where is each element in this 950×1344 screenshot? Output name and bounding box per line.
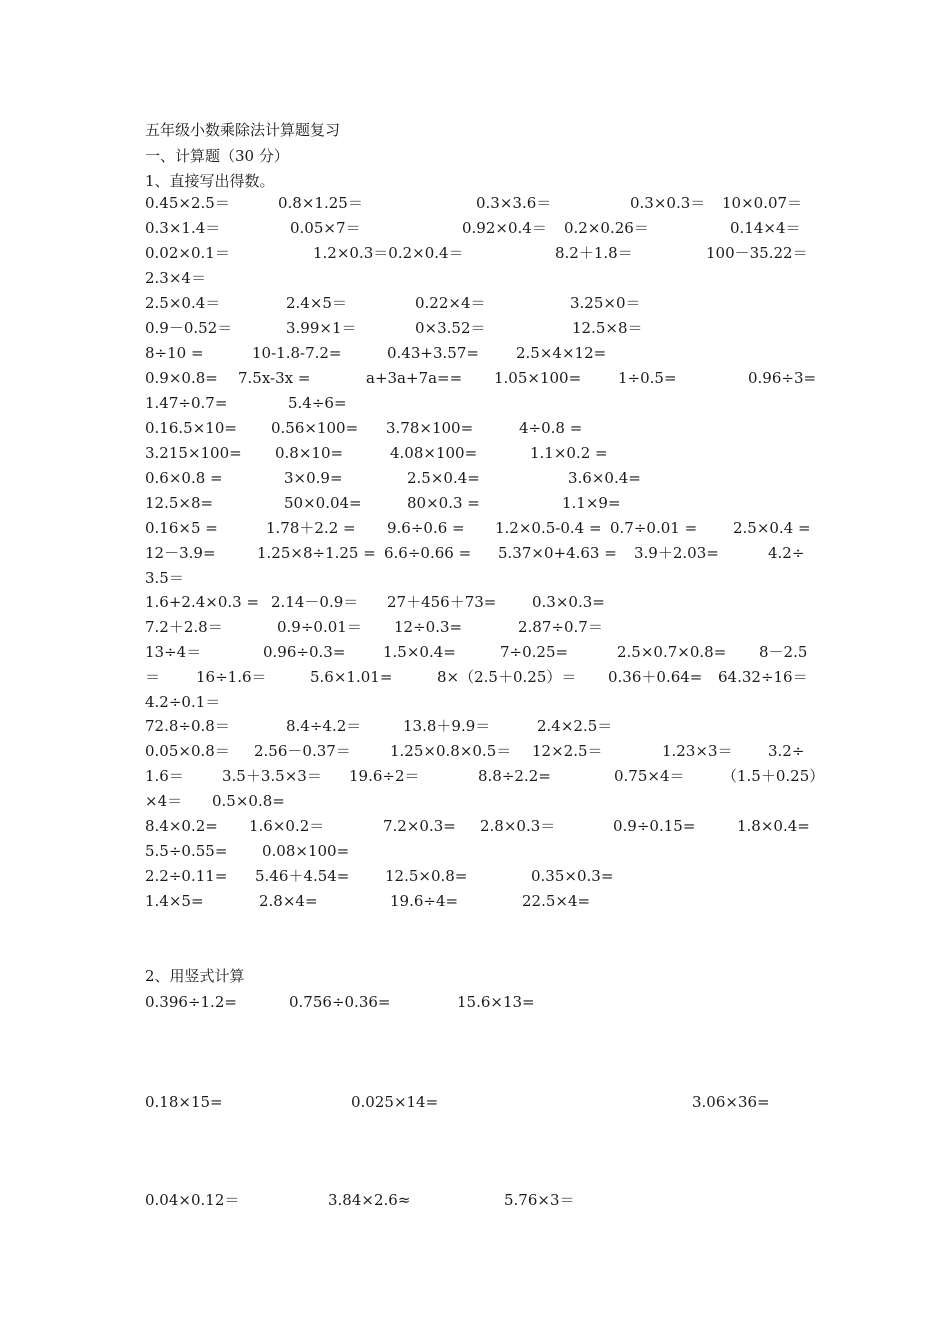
mental-calc-problem: 2.4×2.5＝	[537, 717, 613, 735]
mental-calc-problem: 10×0.07＝	[722, 194, 803, 212]
mental-calc-problem: 13.8＋9.9＝	[403, 717, 491, 735]
mental-calc-problem: 0.9×0.8=	[145, 369, 218, 387]
mental-calc-row	[0, 814, 950, 838]
mental-calc-row	[0, 416, 950, 440]
mental-calc-row	[0, 366, 950, 390]
mental-calc-problem: 0.35×0.3=	[531, 867, 614, 885]
mental-calc-problem: 4.08×100=	[390, 444, 478, 462]
mental-calc-problem: 1.25×0.8×0.5＝	[390, 742, 512, 760]
mental-calc-problem: 7÷0.25=	[500, 643, 569, 661]
mental-calc-problem: 3.5＋3.5×3＝	[222, 767, 322, 785]
mental-calc-problem: 0.08×100=	[262, 842, 350, 860]
mental-calc-problem: 0.45×2.5＝	[145, 194, 230, 212]
mental-calc-problem: 10-1.8-7.2=	[252, 344, 342, 362]
mental-calc-row	[0, 864, 950, 888]
mental-calc-row	[0, 590, 950, 614]
mental-calc-row	[0, 839, 950, 863]
mental-calc-row	[0, 714, 950, 738]
mental-calc-problem: 0.02×0.1＝	[145, 244, 230, 262]
mental-calc-problem: 1.1×0.2 =	[530, 444, 608, 462]
mental-calc-problem: 5.6×1.01=	[310, 668, 393, 686]
mental-calc-row	[0, 341, 950, 365]
mental-calc-row	[0, 316, 950, 340]
mental-calc-problem: 6.6÷0.66 =	[384, 544, 472, 562]
mental-calc-problem: 0.16×5 =	[145, 519, 218, 537]
mental-calc-problem: 16÷1.6＝	[196, 668, 267, 686]
mental-calc-row	[0, 541, 950, 565]
mental-calc-problem: 0.3×0.3＝	[630, 194, 706, 212]
mental-calc-problem: 1.05×100=	[494, 369, 582, 387]
mental-calc-row	[0, 665, 950, 689]
mental-calc-problem: 8÷10 =	[145, 344, 204, 362]
vertical-calc-problem: 0.396÷1.2=	[145, 993, 237, 1011]
mental-calc-problem: 0.05×0.8＝	[145, 742, 230, 760]
mental-calc-problem: 0.2×0.26＝	[564, 219, 649, 237]
mental-calc-problem: 3.6×0.4=	[568, 469, 641, 487]
mental-calc-problem: 0.8×1.25＝	[278, 194, 363, 212]
mental-calc-row	[0, 789, 950, 813]
mental-calc-problem: 3.25×0＝	[570, 294, 641, 312]
mental-calc-problem: 0.16.5×10=	[145, 419, 237, 437]
mental-calc-row	[0, 191, 950, 215]
mental-calc-problem: 0.7÷0.01 =	[610, 519, 698, 537]
mental-calc-problem: 4÷0.8 =	[519, 419, 583, 437]
mental-calc-problem: 2.8×0.3＝	[480, 817, 556, 835]
mental-calc-problem: 0.75×4＝	[614, 767, 685, 785]
mental-calc-problem: 0.9－0.52＝	[145, 319, 233, 337]
mental-calc-problem: 1.25×8÷1.25 =	[257, 544, 376, 562]
mental-calc-problem: 0.8×10=	[275, 444, 344, 462]
vertical-calc-row	[0, 1188, 950, 1212]
mental-calc-problem: 100－35.22＝	[706, 244, 808, 262]
mental-calc-problem: 2.5×0.4=	[407, 469, 480, 487]
mental-calc-problem: 0.56×100=	[271, 419, 359, 437]
mental-calc-problem: 1.8×0.4=	[737, 817, 810, 835]
mental-calc-problem: 13÷4＝	[145, 643, 202, 661]
mental-calc-problem: 2.14－0.9＝	[271, 593, 359, 611]
mental-calc-problem: 1.5×0.4=	[383, 643, 456, 661]
mental-calc-row	[0, 640, 950, 664]
mental-calc-problem: 12÷0.3=	[394, 618, 463, 636]
mental-calc-problem: 5.5÷0.55=	[145, 842, 228, 860]
mental-calc-problem: 5.46＋4.54=	[255, 867, 350, 885]
mental-calc-row	[0, 889, 950, 913]
mental-calc-problem: 80×0.3 =	[407, 494, 480, 512]
mental-calc-problem: ＝	[145, 668, 161, 686]
mental-calc-problem: 1.6+2.4×0.3 =	[145, 593, 260, 611]
mental-calc-problem: 4.2÷	[768, 544, 805, 562]
mental-calc-problem: 8.4÷4.2＝	[286, 717, 362, 735]
mental-calc-problem: 5.4÷6=	[288, 394, 347, 412]
vertical-calc-problem: 0.04×0.12＝	[145, 1191, 240, 1209]
mental-calc-problem: （1.5＋0.25）	[722, 767, 825, 785]
mental-calc-problem: 0.3×3.6＝	[476, 194, 552, 212]
mental-calc-problem: 3×0.9=	[284, 469, 343, 487]
mental-calc-row	[0, 391, 950, 415]
mental-calc-problem: 1÷0.5=	[618, 369, 677, 387]
mental-calc-row	[0, 241, 950, 265]
mental-calc-problem: 7.2＋2.8＝	[145, 618, 223, 636]
mental-calc-problem: 0.96÷0.3=	[263, 643, 346, 661]
worksheet-title: 五年级小数乘除法计算题复习	[145, 121, 341, 139]
mental-calc-problem: 3.2÷	[768, 742, 805, 760]
vertical-calc-problem: 5.76×3＝	[504, 1191, 575, 1209]
mental-calc-problem: 0.9÷0.01＝	[277, 618, 362, 636]
mental-calc-row	[0, 690, 950, 714]
mental-calc-problem: 8－2.5	[759, 643, 808, 661]
mental-calc-problem: 0.43+3.57=	[387, 344, 479, 362]
mental-calc-problem: 2.3×4＝	[145, 269, 206, 287]
mental-calc-problem: 1.6＝	[145, 767, 184, 785]
mental-calc-problem: 12.5×8=	[145, 494, 214, 512]
mental-calc-row	[0, 266, 950, 290]
mental-calc-problem: 1.23×3＝	[662, 742, 733, 760]
mental-calc-problem: 72.8÷0.8＝	[145, 717, 230, 735]
mental-calc-row	[0, 216, 950, 240]
mental-calc-row	[0, 764, 950, 788]
mental-calc-row	[0, 291, 950, 315]
mental-calc-problem: 2.56－0.37＝	[254, 742, 351, 760]
mental-calc-problem: 0.6×0.8 =	[145, 469, 223, 487]
mental-calc-problem: 3.99×1＝	[286, 319, 357, 337]
mental-calc-problem: 1.47÷0.7=	[145, 394, 228, 412]
mental-calc-problem: 3.5＝	[145, 569, 184, 587]
mental-calc-row	[0, 566, 950, 590]
mental-calc-problem: 0.96÷3=	[748, 369, 817, 387]
mental-calc-row	[0, 441, 950, 465]
mental-calc-problem: 8.2＋1.8＝	[555, 244, 633, 262]
mental-calc-problem: 5.37×0+4.63 =	[498, 544, 617, 562]
mental-calc-problem: 8.8÷2.2=	[478, 767, 551, 785]
mental-calc-problem: 12.5×0.8=	[385, 867, 468, 885]
mental-calc-problem: 0.5×0.8=	[212, 792, 285, 810]
mental-calc-problem: 0.9÷0.15=	[613, 817, 696, 835]
mental-calc-problem: 3.78×100=	[386, 419, 474, 437]
vertical-calc-problem: 3.84×2.6≈	[328, 1191, 411, 1209]
mental-calc-problem: 12×2.5＝	[532, 742, 603, 760]
mental-calc-problem: 1.6×0.2＝	[249, 817, 325, 835]
mental-calc-problem: 8×（2.5＋0.25）＝	[437, 668, 577, 686]
mental-calc-row	[0, 615, 950, 639]
mental-calc-problem: 0.3×0.3=	[532, 593, 605, 611]
mental-calc-problem: 2.8×4=	[259, 892, 318, 910]
mental-calc-problem: 8.4×0.2=	[145, 817, 218, 835]
mental-calc-row	[0, 516, 950, 540]
mental-calc-row	[0, 739, 950, 763]
mental-calc-problem: 0.14×4＝	[730, 219, 801, 237]
mental-calc-problem: 4.2÷0.1＝	[145, 693, 221, 711]
mental-calc-problem: 1.4×5=	[145, 892, 204, 910]
mental-calc-problem: 0.36＋0.64=	[608, 668, 703, 686]
mental-calc-problem: ×4＝	[145, 792, 183, 810]
mental-calc-problem: 64.32÷16＝	[718, 668, 808, 686]
mental-calc-problem: 12－3.9=	[145, 544, 216, 562]
mental-calc-problem: 19.6÷2＝	[349, 767, 420, 785]
vertical-calc-problem: 15.6×13=	[457, 993, 535, 1011]
mental-calc-problem: 7.2×0.3=	[383, 817, 456, 835]
mental-calc-problem: 1.2×0.3＝0.2×0.4＝	[313, 244, 464, 262]
mental-calc-problem: 0.92×0.4＝	[462, 219, 547, 237]
mental-calc-problem: 0.22×4＝	[415, 294, 486, 312]
mental-calc-problem: 50×0.04=	[284, 494, 362, 512]
mental-calc-problem: 2.4×5＝	[286, 294, 347, 312]
mental-calc-problem: 9.6÷0.6 =	[387, 519, 465, 537]
mental-calc-problem: 7.5x-3x =	[238, 369, 311, 387]
vertical-calc-problem: 0.756÷0.36=	[289, 993, 391, 1011]
vertical-calc-problem: 0.18×15=	[145, 1093, 223, 1111]
mental-calc-row	[0, 491, 950, 515]
mental-calc-problem: 2.5×0.7×0.8=	[617, 643, 727, 661]
mental-calc-problem: 1.78＋2.2 =	[266, 519, 356, 537]
mental-calc-problem: 27＋456＋73=	[387, 593, 497, 611]
subsection-1-title: 1、直接写出得数。	[145, 172, 275, 190]
mental-calc-problem: 0.05×7＝	[290, 219, 361, 237]
mental-calc-problem: 2.87÷0.7＝	[518, 618, 603, 636]
mental-calc-problem: 19.6÷4=	[390, 892, 459, 910]
mental-calc-problem: 22.5×4=	[522, 892, 591, 910]
mental-calc-problem: 0.3×1.4＝	[145, 219, 221, 237]
mental-calc-problem: 1.1×9=	[562, 494, 621, 512]
vertical-calc-problem: 3.06×36=	[692, 1093, 770, 1111]
mental-calc-problem: 2.2÷0.11=	[145, 867, 228, 885]
vertical-calc-row	[0, 990, 950, 1014]
mental-calc-problem: 3.215×100=	[145, 444, 242, 462]
mental-calc-problem: 1.2×0.5-0.4 =	[495, 519, 602, 537]
section-title: 一、计算题（30 分）	[145, 147, 289, 165]
vertical-calc-problem: 0.025×14=	[351, 1093, 439, 1111]
mental-calc-problem: 2.5×4×12=	[516, 344, 607, 362]
vertical-calc-row	[0, 1090, 950, 1114]
mental-calc-problem: 0×3.52＝	[415, 319, 486, 337]
mental-calc-problem: a+3a+7a==	[366, 369, 463, 387]
mental-calc-problem: 2.5×0.4 =	[733, 519, 811, 537]
mental-calc-problem: 12.5×8＝	[572, 319, 643, 337]
subsection-2-title: 2、用竖式计算	[145, 967, 245, 985]
mental-calc-problem: 3.9＋2.03=	[634, 544, 719, 562]
mental-calc-row	[0, 466, 950, 490]
mental-calc-problem: 2.5×0.4＝	[145, 294, 221, 312]
